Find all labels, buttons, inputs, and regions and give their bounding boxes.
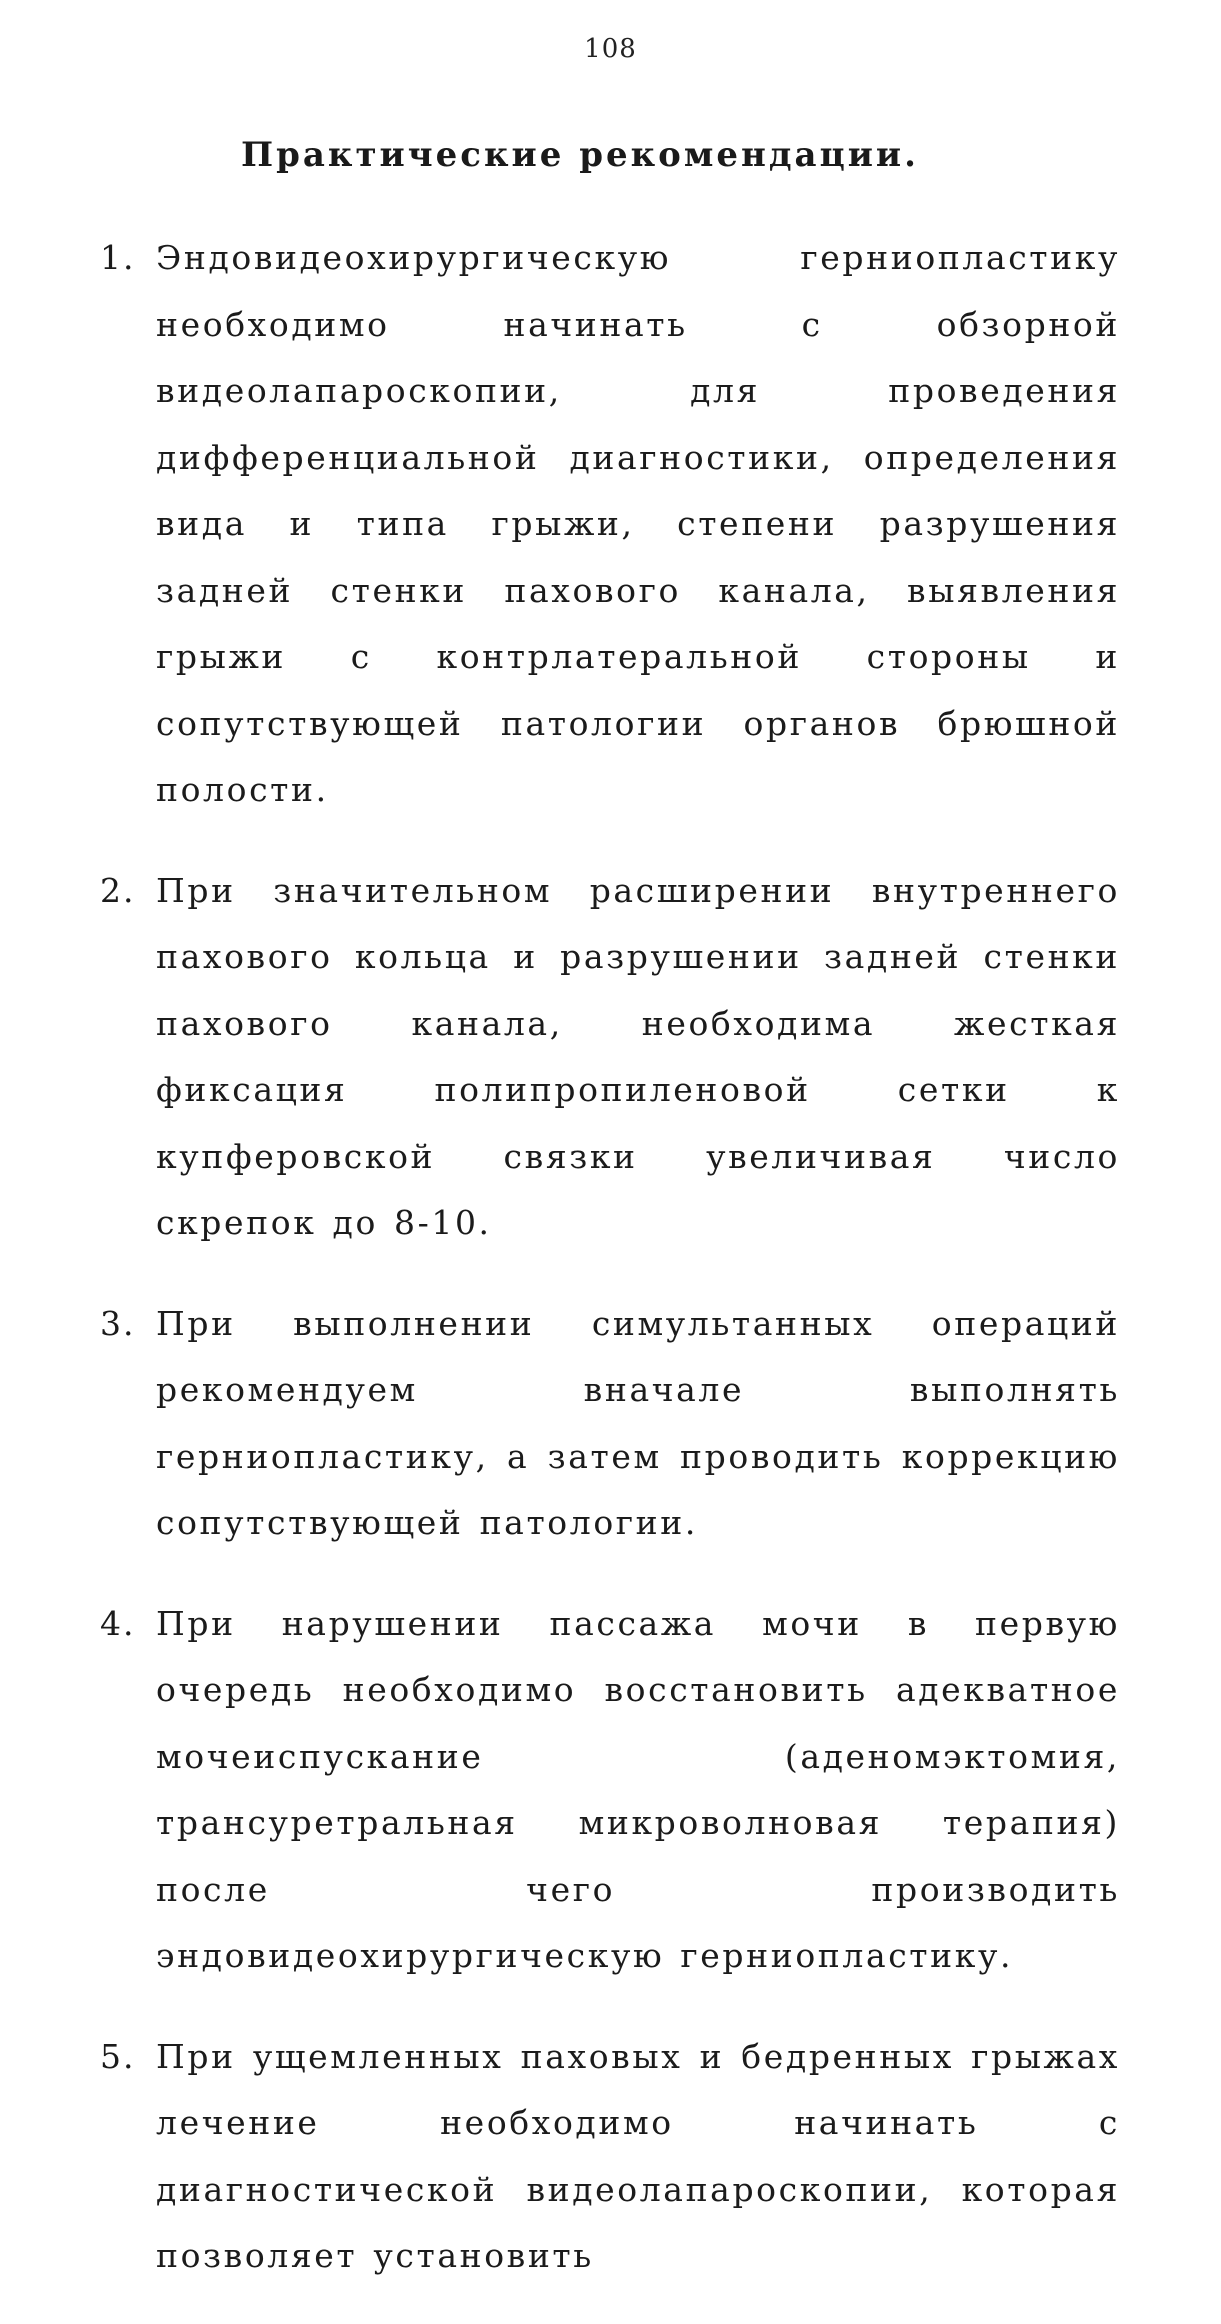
recommendation-number: 5. <box>100 2036 136 2076</box>
recommendation-number: 4. <box>100 1603 136 1643</box>
recommendation-text: При нарушении пассажа мочи в первую очередь необходимо восстановить адекватное мочеиспускание (аденомэктомия, трансуретральная микроволновая терапия) после чего производить эндовидеохирургическую герниопластику. <box>156 1603 1120 1975</box>
recommendation-text: Эндовидеохирургическую герниопластику необходимо начинать с обзорной видеолапароскопии, для проведения дифференциальной диагностики, определения вида и типа грыжи, степени разрушения задней стенки пахового канала, выявления грыжи с контрлатеральной стороны и сопутствующей патологии органов брюшной полости. <box>156 238 1120 809</box>
recommendation-text: При значительном расширении внутреннего пахового кольца и разрушении задней стенки пахового канала, необходима жесткая фиксация полипропиленовой сетки к купферовской связки увеличивая число скрепок до 8-10. <box>156 870 1120 1242</box>
page-number: 108 <box>584 34 637 64</box>
recommendation-number: 2. <box>100 870 136 910</box>
recommendation-item-1 <box>100 225 1120 824</box>
recommendation-item-3 <box>100 1291 1120 1557</box>
recommendation-number: 1. <box>100 238 136 277</box>
recommendation-item-5 <box>100 2024 1120 2290</box>
recommendation-text: При выполнении симультанных операций рекомендуем вначале выполнять герниопластику, а затем проводить коррекцию сопутствующей патологии. <box>156 1303 1120 1542</box>
page-heading: Практические рекомендации. <box>241 135 919 175</box>
recommendation-text: При ущемленных паховых и бедренных грыжах лечение необходимо начинать с диагностической видеолапароскопии, которая позволяет установить <box>156 2036 1120 2275</box>
recommendations-list <box>100 225 1120 2324</box>
recommendation-item-4 <box>100 1591 1120 1990</box>
recommendation-item-2 <box>100 858 1120 1257</box>
recommendation-number: 3. <box>100 1303 136 1343</box>
